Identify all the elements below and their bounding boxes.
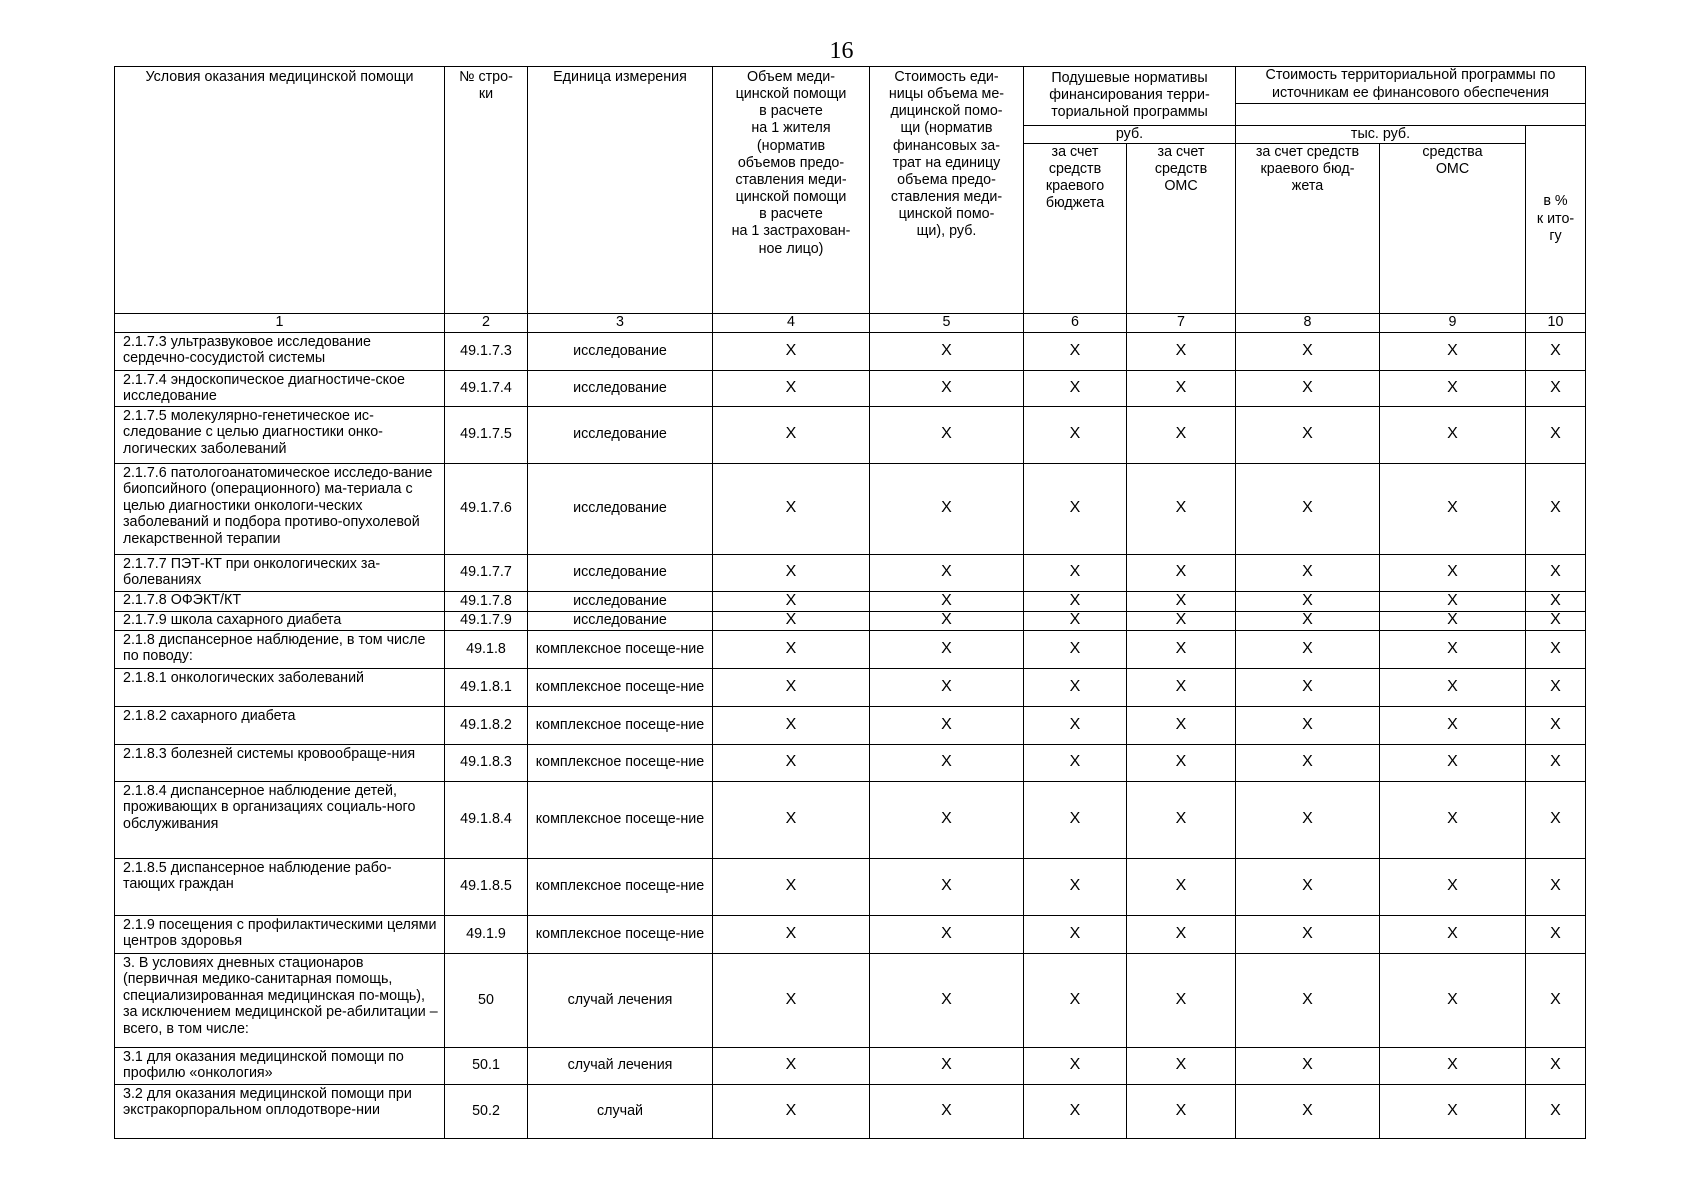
- table-row: [115, 370, 1586, 406]
- value-cell: X: [870, 370, 1024, 406]
- value-cell: X: [713, 554, 870, 591]
- row-number-cell: 49.1.7.4: [445, 370, 528, 406]
- header-unit-cost: Стоимость еди- ницы объема ме- дицинской помо- щи (норматив финансовых за- трат на единицу объема предо- ставления меди- цинской помо- щи), руб.: [870, 67, 1024, 314]
- value-cell: X: [713, 915, 870, 953]
- value-cell: X: [1380, 332, 1526, 370]
- value-cell: X: [1380, 915, 1526, 953]
- value-cell: X: [1526, 370, 1586, 406]
- value-cell: X: [1380, 1047, 1526, 1084]
- column-number: 8: [1236, 313, 1380, 332]
- table-row: [115, 858, 1586, 915]
- value-cell: X: [713, 332, 870, 370]
- condition-cell: 2.1.7.9 школа сахарного диабета: [115, 611, 445, 630]
- value-cell: X: [870, 1047, 1024, 1084]
- table-row: [115, 953, 1586, 1047]
- value-cell: X: [1236, 744, 1380, 781]
- row-number-cell: 49.1.8: [445, 630, 528, 668]
- unit-cell: исследование: [528, 554, 713, 591]
- unit-cell: комплексное посеще-ние: [528, 781, 713, 858]
- value-cell: X: [1236, 591, 1380, 611]
- value-cell: X: [713, 744, 870, 781]
- value-cell: X: [1236, 1084, 1380, 1138]
- value-cell: X: [1236, 332, 1380, 370]
- value-cell: X: [713, 781, 870, 858]
- value-cell: X: [1526, 781, 1586, 858]
- value-cell: X: [1024, 332, 1127, 370]
- value-cell: X: [1127, 630, 1236, 668]
- value-cell: X: [870, 744, 1024, 781]
- value-cell: X: [1127, 370, 1236, 406]
- value-cell: X: [1236, 554, 1380, 591]
- value-cell: X: [1236, 463, 1380, 554]
- value-cell: X: [1024, 370, 1127, 406]
- header-volume: Объем меди- цинской помощи в расчете на 1 жителя (норматив объемов предо- ставления меди- цинской помощи в расчете на 1 застрахован- ное лицо): [713, 67, 870, 314]
- row-number-cell: 49.1.8.2: [445, 706, 528, 744]
- condition-cell: 2.1.7.3 ультразвуковое исследование сердечно-сосудистой системы: [115, 332, 445, 370]
- table-body: [115, 332, 1586, 1138]
- row-number-cell: 49.1.7.9: [445, 611, 528, 630]
- row-number-cell: 49.1.7.6: [445, 463, 528, 554]
- value-cell: X: [1024, 554, 1127, 591]
- value-cell: X: [1127, 554, 1236, 591]
- condition-cell: 2.1.7.8 ОФЭКТ/КТ: [115, 591, 445, 611]
- unit-cell: случай лечения: [528, 1047, 713, 1084]
- value-cell: X: [1380, 1084, 1526, 1138]
- value-cell: X: [1380, 630, 1526, 668]
- unit-cell: исследование: [528, 370, 713, 406]
- value-cell: X: [1526, 668, 1586, 706]
- page-number: 16: [829, 38, 854, 64]
- condition-cell: 2.1.8.3 болезней системы кровообраще-ния: [115, 744, 445, 781]
- value-cell: X: [713, 630, 870, 668]
- value-cell: X: [870, 781, 1024, 858]
- value-cell: X: [1526, 858, 1586, 915]
- value-cell: X: [1526, 332, 1586, 370]
- row-number-cell: 49.1.7.7: [445, 554, 528, 591]
- value-cell: X: [1024, 781, 1127, 858]
- condition-cell: 2.1.8.2 сахарного диабета: [115, 706, 445, 744]
- value-cell: X: [1526, 611, 1586, 630]
- column-number: 9: [1380, 313, 1526, 332]
- header-rub: руб.: [1024, 125, 1236, 143]
- value-cell: X: [1024, 858, 1127, 915]
- value-cell: X: [1024, 591, 1127, 611]
- value-cell: X: [1380, 554, 1526, 591]
- value-cell: X: [1024, 611, 1127, 630]
- value-cell: X: [1236, 406, 1380, 463]
- table-row: [115, 332, 1586, 370]
- value-cell: X: [1380, 781, 1526, 858]
- header-row-number: № стро- ки: [445, 67, 528, 314]
- value-cell: X: [713, 668, 870, 706]
- value-cell: X: [1024, 744, 1127, 781]
- column-number: 1: [115, 313, 445, 332]
- table-row: [115, 630, 1586, 668]
- table-row: [115, 591, 1586, 611]
- column-number: 4: [713, 313, 870, 332]
- value-cell: X: [1380, 591, 1526, 611]
- value-cell: X: [870, 591, 1024, 611]
- header-program-cost: Стоимость территориальной программы по источникам ее финансового обеспечения: [1236, 67, 1586, 104]
- value-cell: X: [1127, 668, 1236, 706]
- value-cell: X: [870, 406, 1024, 463]
- header-thous-rub: тыс. руб.: [1236, 125, 1526, 143]
- row-number-cell: 50: [445, 953, 528, 1047]
- value-cell: X: [1127, 953, 1236, 1047]
- value-cell: X: [713, 1047, 870, 1084]
- value-cell: X: [1127, 1047, 1236, 1084]
- table-header: [115, 67, 1586, 333]
- condition-cell: 3. В условиях дневных стационаров (первичная медико-санитарная помощь, специализированная медицинская по-мощь), за исключением медицинской ре-абилитации – всего, в том числе:: [115, 953, 445, 1047]
- unit-cell: случай: [528, 1084, 713, 1138]
- value-cell: X: [1024, 668, 1127, 706]
- value-cell: X: [1127, 915, 1236, 953]
- value-cell: X: [1024, 706, 1127, 744]
- row-number-cell: 49.1.7.8: [445, 591, 528, 611]
- header-regional-budget: за счет средств краевого бюджета: [1024, 143, 1127, 313]
- value-cell: X: [1526, 953, 1586, 1047]
- value-cell: X: [1236, 668, 1380, 706]
- column-number: 6: [1024, 313, 1127, 332]
- row-number-cell: 49.1.8.1: [445, 668, 528, 706]
- unit-cell: исследование: [528, 332, 713, 370]
- value-cell: X: [713, 370, 870, 406]
- value-cell: X: [1526, 630, 1586, 668]
- column-number: 7: [1127, 313, 1236, 332]
- value-cell: X: [870, 554, 1024, 591]
- value-cell: X: [1526, 406, 1586, 463]
- unit-cell: исследование: [528, 591, 713, 611]
- row-number-cell: 49.1.9: [445, 915, 528, 953]
- header-oms: средства ОМС: [1380, 143, 1526, 313]
- value-cell: X: [1024, 406, 1127, 463]
- value-cell: X: [1380, 744, 1526, 781]
- value-cell: X: [1024, 463, 1127, 554]
- value-cell: X: [870, 463, 1024, 554]
- header-unit: Единица измерения: [528, 67, 713, 314]
- table-row: [115, 611, 1586, 630]
- value-cell: X: [1127, 744, 1236, 781]
- value-cell: X: [1127, 858, 1236, 915]
- value-cell: X: [1236, 953, 1380, 1047]
- value-cell: X: [713, 591, 870, 611]
- condition-cell: 2.1.8.5 диспансерное наблюдение рабо-тающих граждан: [115, 858, 445, 915]
- value-cell: X: [1236, 370, 1380, 406]
- table-row: [115, 463, 1586, 554]
- table-row: [115, 706, 1586, 744]
- condition-cell: 2.1.7.6 патологоанатомическое исследо-вание биопсийного (операционного) ма-териала с целью диагностики онкологи-ческих заболеваний и подбора противо-опухолевой лекарственной терапии: [115, 463, 445, 554]
- condition-cell: 2.1.7.4 эндоскопическое диагностиче-ское исследование: [115, 370, 445, 406]
- value-cell: X: [1127, 463, 1236, 554]
- header-regional-budget-funds: за счет средств краевого бюд- жета: [1236, 143, 1380, 313]
- condition-cell: 2.1.8.4 диспансерное наблюдение детей, проживающих в организациях социаль-ного обслуживания: [115, 781, 445, 858]
- unit-cell: исследование: [528, 463, 713, 554]
- value-cell: X: [870, 706, 1024, 744]
- value-cell: X: [1236, 1047, 1380, 1084]
- header-oms-funds: за счет средств ОМС: [1127, 143, 1236, 313]
- value-cell: X: [1380, 953, 1526, 1047]
- financing-table: [114, 66, 1586, 1139]
- condition-cell: 2.1.8.1 онкологических заболеваний: [115, 668, 445, 706]
- column-number: 5: [870, 313, 1024, 332]
- unit-cell: комплексное посеще-ние: [528, 858, 713, 915]
- condition-cell: 2.1.7.5 молекулярно-генетическое ис-следование с целью диагностики онко-логических заболеваний: [115, 406, 445, 463]
- value-cell: X: [1236, 781, 1380, 858]
- value-cell: X: [870, 1084, 1024, 1138]
- value-cell: X: [1236, 630, 1380, 668]
- value-cell: X: [870, 332, 1024, 370]
- value-cell: X: [1380, 858, 1526, 915]
- table-row: [115, 781, 1586, 858]
- value-cell: X: [1127, 332, 1236, 370]
- value-cell: X: [1380, 406, 1526, 463]
- value-cell: X: [1526, 463, 1586, 554]
- condition-cell: 2.1.9 посещения с профилактическими целями центров здоровья: [115, 915, 445, 953]
- table-row: [115, 1084, 1586, 1138]
- column-number: 10: [1526, 313, 1586, 332]
- value-cell: X: [713, 406, 870, 463]
- value-cell: X: [1236, 611, 1380, 630]
- table-row: [115, 744, 1586, 781]
- value-cell: X: [1380, 611, 1526, 630]
- value-cell: X: [870, 953, 1024, 1047]
- condition-cell: 2.1.8 диспансерное наблюдение, в том числе по поводу:: [115, 630, 445, 668]
- unit-cell: комплексное посеще-ние: [528, 706, 713, 744]
- value-cell: X: [1236, 915, 1380, 953]
- value-cell: X: [1380, 668, 1526, 706]
- unit-cell: исследование: [528, 611, 713, 630]
- table-row: [115, 554, 1586, 591]
- value-cell: X: [1024, 1047, 1127, 1084]
- value-cell: X: [1526, 706, 1586, 744]
- table-row: [115, 915, 1586, 953]
- table-row: [115, 668, 1586, 706]
- row-number-cell: 49.1.8.4: [445, 781, 528, 858]
- condition-cell: 2.1.7.7 ПЭТ-КТ при онкологических за-болеваниях: [115, 554, 445, 591]
- value-cell: X: [1236, 858, 1380, 915]
- value-cell: X: [1236, 706, 1380, 744]
- unit-cell: случай лечения: [528, 953, 713, 1047]
- value-cell: X: [1526, 1084, 1586, 1138]
- value-cell: X: [713, 1084, 870, 1138]
- value-cell: X: [1024, 915, 1127, 953]
- value-cell: X: [1526, 591, 1586, 611]
- value-cell: X: [713, 463, 870, 554]
- row-number-cell: 49.1.7.5: [445, 406, 528, 463]
- value-cell: X: [1127, 706, 1236, 744]
- unit-cell: комплексное посеще-ние: [528, 744, 713, 781]
- value-cell: X: [1380, 370, 1526, 406]
- header-percent-total: в % к ито- гу: [1526, 125, 1586, 313]
- value-cell: X: [1526, 915, 1586, 953]
- value-cell: X: [1526, 554, 1586, 591]
- header-per-capita: Подушевые нормативы финансирования терри- ториальной программы: [1024, 67, 1236, 126]
- value-cell: X: [1127, 611, 1236, 630]
- column-numbers-row: [115, 313, 1586, 332]
- table-row: [115, 1047, 1586, 1084]
- value-cell: X: [870, 611, 1024, 630]
- value-cell: X: [713, 953, 870, 1047]
- value-cell: X: [713, 858, 870, 915]
- row-number-cell: 50.1: [445, 1047, 528, 1084]
- row-number-cell: 49.1.8.3: [445, 744, 528, 781]
- value-cell: X: [1127, 406, 1236, 463]
- value-cell: X: [1127, 781, 1236, 858]
- unit-cell: комплексное посеще-ние: [528, 915, 713, 953]
- value-cell: X: [870, 858, 1024, 915]
- value-cell: X: [1526, 1047, 1586, 1084]
- value-cell: X: [1024, 953, 1127, 1047]
- value-cell: X: [870, 668, 1024, 706]
- table-row: [115, 406, 1586, 463]
- value-cell: X: [1024, 630, 1127, 668]
- header-conditions: Условия оказания медицинской помощи: [115, 67, 445, 314]
- row-number-cell: 49.1.7.3: [445, 332, 528, 370]
- condition-cell: 3.2 для оказания медицинской помощи при экстракорпоральном оплодотворе-нии: [115, 1084, 445, 1138]
- column-number: 3: [528, 313, 713, 332]
- value-cell: X: [1127, 591, 1236, 611]
- condition-cell: 3.1 для оказания медицинской помощи по профилю «онкология»: [115, 1047, 445, 1084]
- value-cell: X: [1380, 463, 1526, 554]
- value-cell: X: [870, 630, 1024, 668]
- row-number-cell: 50.2: [445, 1084, 528, 1138]
- value-cell: X: [713, 611, 870, 630]
- unit-cell: исследование: [528, 406, 713, 463]
- row-number-cell: 49.1.8.5: [445, 858, 528, 915]
- value-cell: X: [1380, 706, 1526, 744]
- unit-cell: комплексное посеще-ние: [528, 630, 713, 668]
- column-number: 2: [445, 313, 528, 332]
- value-cell: X: [1024, 1084, 1127, 1138]
- value-cell: X: [1127, 1084, 1236, 1138]
- value-cell: X: [870, 915, 1024, 953]
- value-cell: X: [1526, 744, 1586, 781]
- value-cell: X: [713, 706, 870, 744]
- unit-cell: комплексное посеще-ние: [528, 668, 713, 706]
